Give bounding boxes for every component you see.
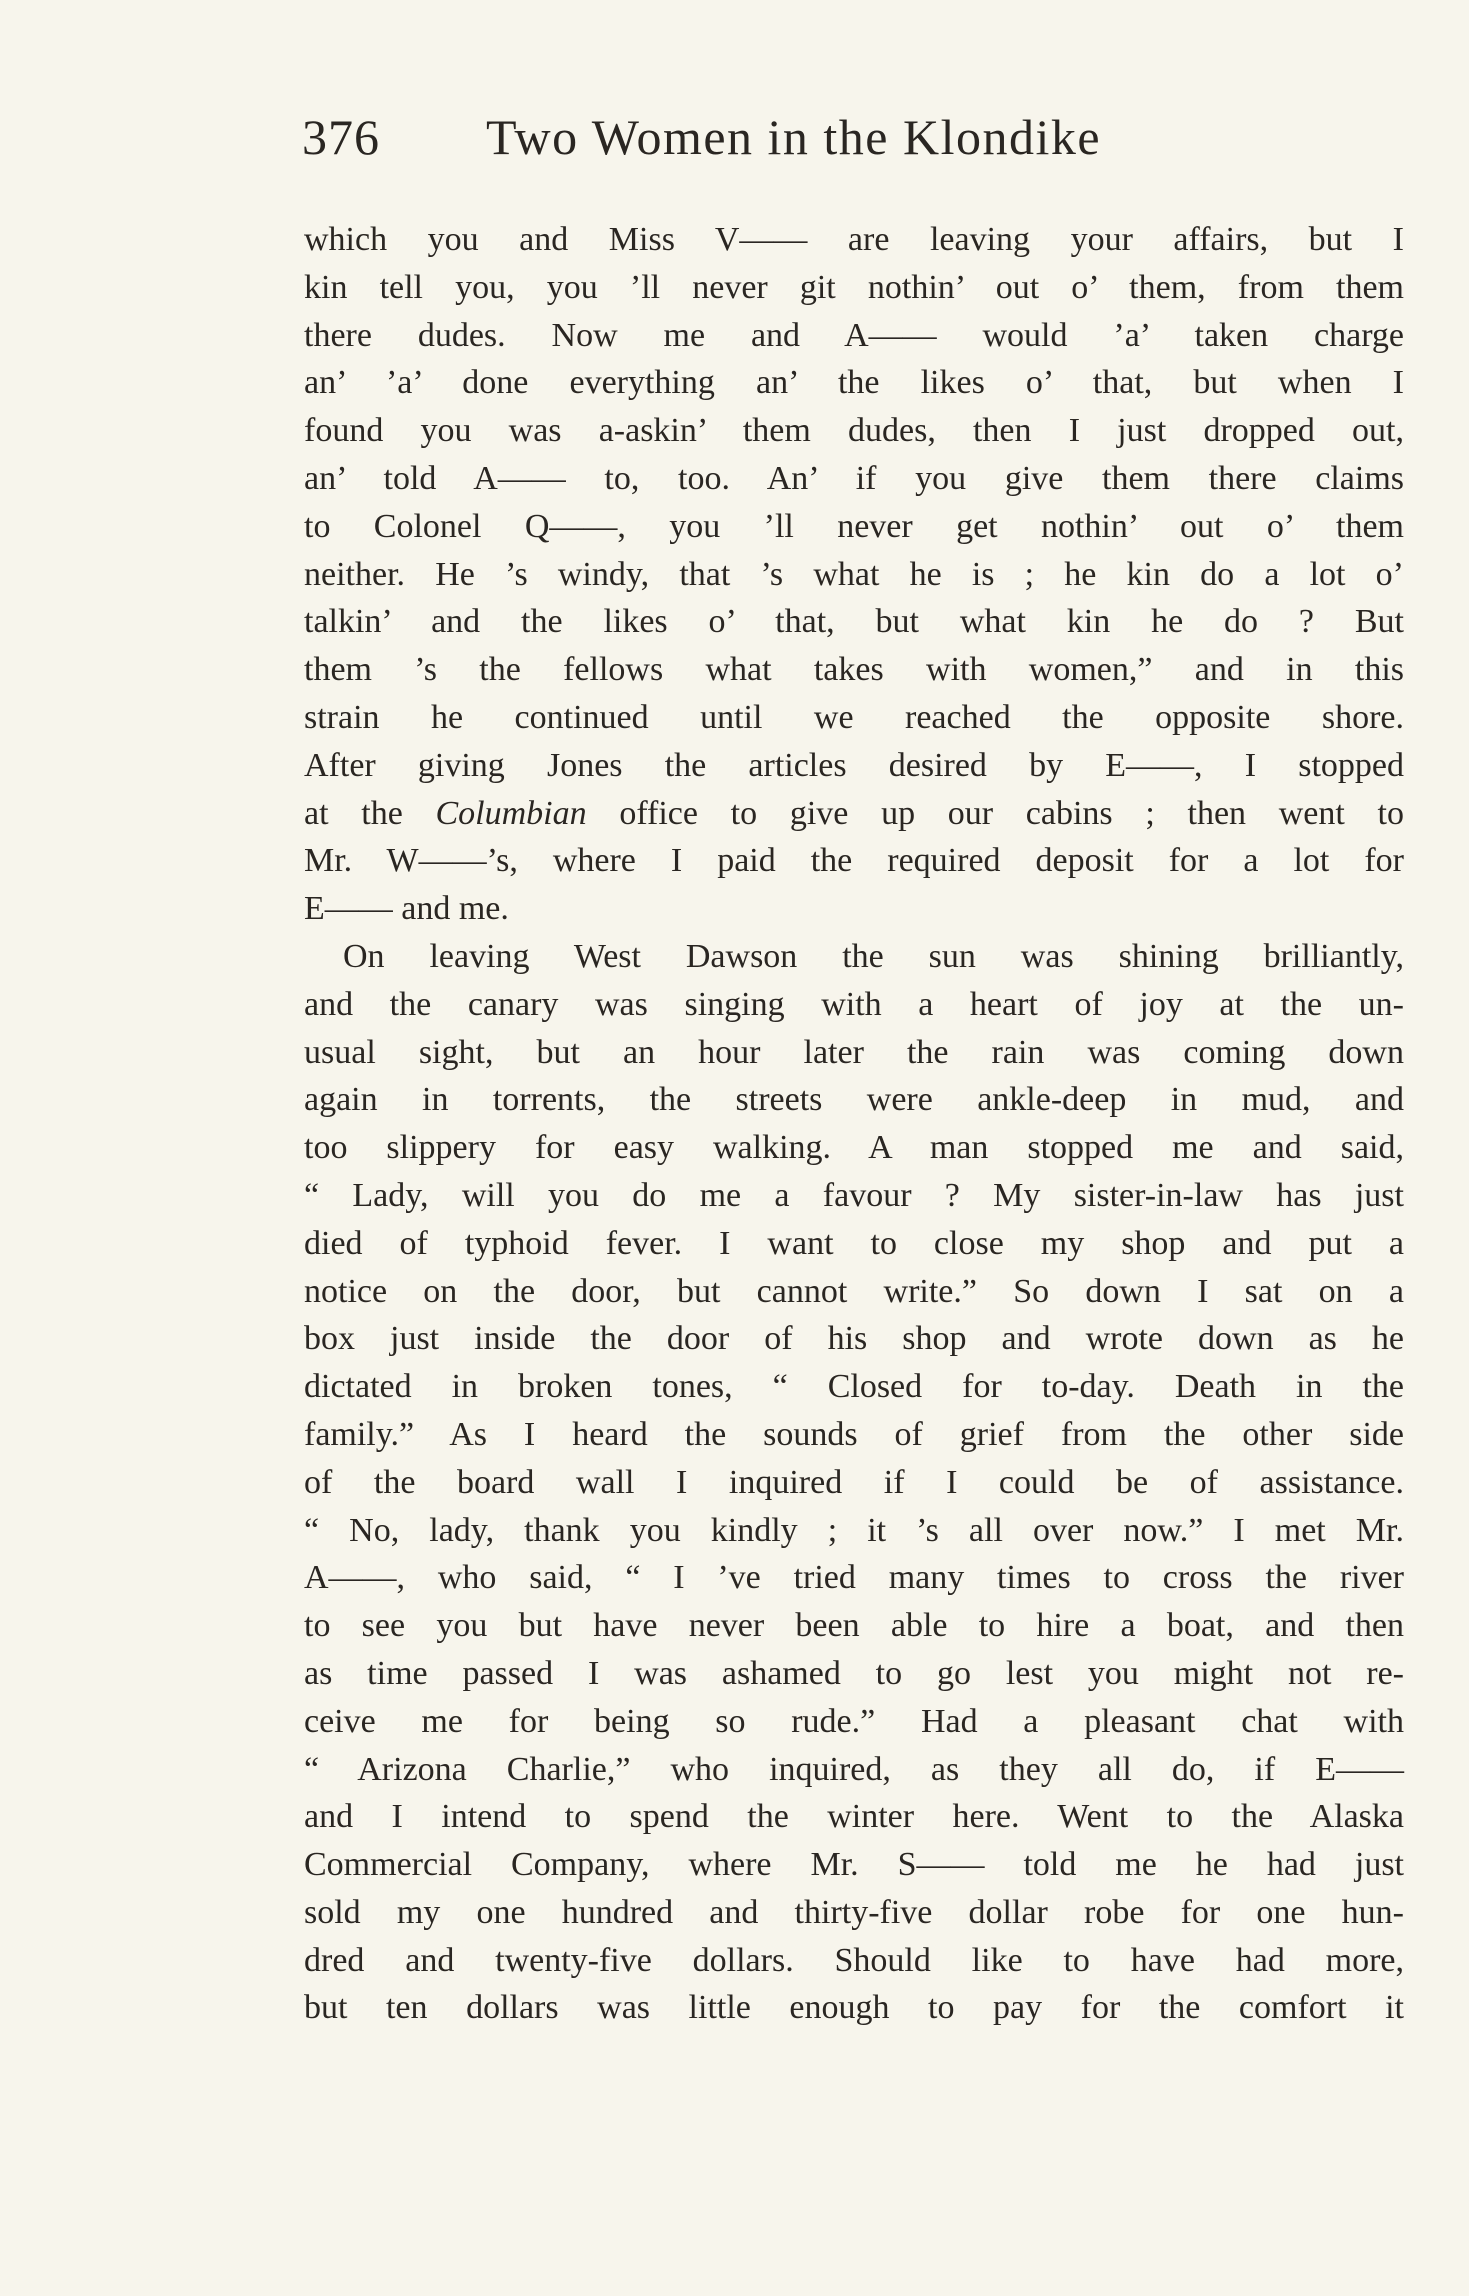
text-line: box just inside the door of his shop and wrote down as he [304,1320,1404,1358]
text-line: “ No, lady, thank you kindly ; it ’s all over now.” I met Mr. [304,1511,1404,1549]
text-line: there dudes. Now me and A—— would ’a’ taken charge [304,316,1404,354]
text-line: at the Columbian office to give up our cabins ; then went to [304,794,1404,832]
page-header [302,108,1402,178]
text-line: talkin’ and the likes o’ that, but what kin he do ? But [304,603,1404,641]
text-line: and I intend to spend the winter here. Went to the Alaska [304,1798,1404,1836]
text-line: After giving Jones the articles desired by E——, I stopped [304,746,1404,784]
text-line: to Colonel Q——, you ’ll never get nothin’ out o’ them [304,507,1404,545]
text-line: On leaving West Dawson the sun was shining brilliantly, [343,937,1404,975]
text-line: “ Lady, will you do me a favour ? My sister-in-law has just [304,1176,1404,1214]
text-line: to see you but have never been able to hire a boat, and then [304,1607,1404,1645]
text-line: sold my one hundred and thirty-five dollar robe for one hun- [304,1893,1404,1931]
running-title: Two Women in the Klondike [486,109,1102,165]
text-line: ceive me for being so rude.” Had a pleasant chat with [304,1702,1404,1740]
text-line: E—— and me. [304,890,509,928]
text-line: and the canary was singing with a heart of joy at the un- [304,985,1404,1023]
page-number: 376 [302,109,380,165]
text-line: neither. He ’s windy, that ’s what he is ; he kin do a lot o’ [304,555,1404,593]
text-line: an’ told A—— to, too. An’ if you give them there claims [304,459,1404,497]
text-line: dictated in broken tones, “ Closed for to-day. Death in the [304,1368,1404,1406]
text-line: usual sight, but an hour later the rain was coming down [304,1033,1404,1071]
text-line: too slippery for easy walking. A man stopped me and said, [304,1129,1404,1167]
text-line: family.” As I heard the sounds of grief from the other side [304,1415,1404,1453]
text-line: of the board wall I inquired if I could be of assistance. [304,1463,1404,1501]
text-line: which you and Miss V—— are leaving your affairs, but I [304,221,1404,258]
text-line: an’ ’a’ done everything an’ the likes o’ that, but when I [304,364,1404,402]
text-line: died of typhoid fever. I want to close my shop and put a [304,1224,1404,1262]
text-line: A——, who said, “ I ’ve tried many times to cross the river [304,1559,1404,1597]
text-line: kin tell you, you ’ll never git nothin’ out o’ them, from them [304,268,1404,306]
text-line: notice on the door, but cannot write.” So down I sat on a [304,1272,1404,1310]
text-line: again in torrents, the streets were ankle-deep in mud, and [304,1081,1404,1119]
text-line: them ’s the fellows what takes with women,” and in this [304,651,1404,689]
text-line: but ten dollars was little enough to pay for the comfort it [304,1989,1404,2027]
text-line: Mr. W——’s, where I paid the required deposit for a lot for [304,842,1404,880]
text-line: dred and twenty-five dollars. Should like to have had more, [304,1941,1404,1979]
body-text [304,216,1404,2032]
text-line: strain he continued until we reached the opposite shore. [304,698,1404,736]
text-line: Commercial Company, where Mr. S—— told me he had just [304,1846,1404,1884]
text-line: found you was a-askin’ them dudes, then I just dropped out, [304,412,1404,450]
text-line: as time passed I was ashamed to go lest you might not re- [304,1654,1404,1692]
italic-word: Columbian [435,794,587,832]
text-line: “ Arizona Charlie,” who inquired, as they all do, if E—— [304,1750,1404,1788]
